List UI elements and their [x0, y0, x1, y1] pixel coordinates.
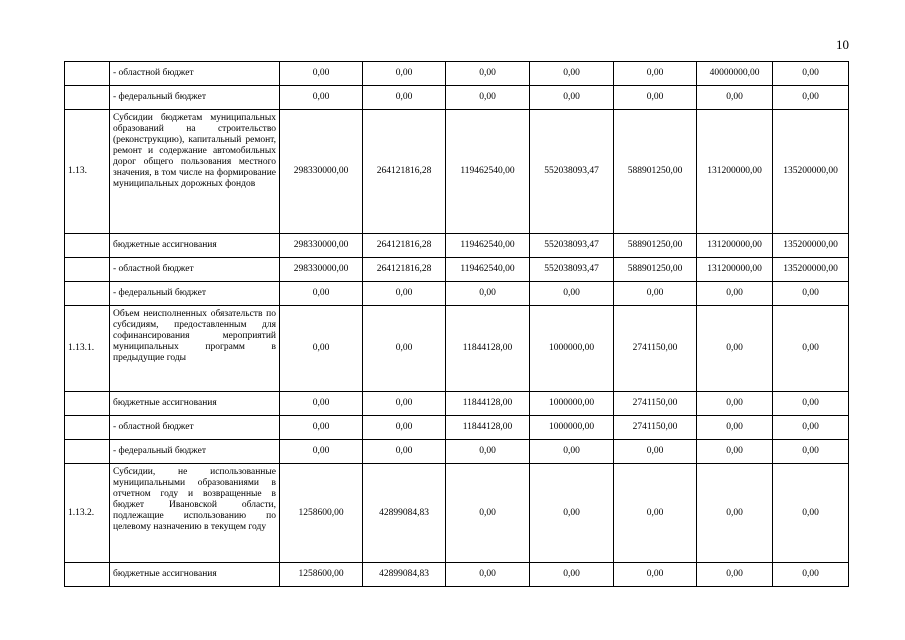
- value-cell: 0,00: [614, 464, 697, 563]
- row-number: [65, 234, 110, 258]
- table-row: [65, 258, 849, 282]
- row-number: [65, 563, 110, 587]
- value-cell: 264121816,28: [363, 258, 446, 282]
- value-cell: 0,00: [280, 282, 363, 306]
- value-cell: 119462540,00: [446, 258, 530, 282]
- value-cell: 131200000,00: [697, 258, 773, 282]
- value-cell: 11844128,00: [446, 416, 530, 440]
- value-cell: 0,00: [363, 86, 446, 110]
- value-cell: 0,00: [280, 306, 363, 392]
- page-number: 10: [836, 37, 849, 52]
- row-number: [65, 258, 110, 282]
- row-description: - федеральный бюджет: [110, 282, 280, 306]
- value-cell: 0,00: [697, 282, 773, 306]
- row-number: [65, 282, 110, 306]
- table-row: [65, 306, 849, 392]
- value-cell: 135200000,00: [773, 110, 849, 234]
- value-cell: 0,00: [446, 440, 530, 464]
- value-cell: 0,00: [530, 86, 614, 110]
- value-cell: 2741150,00: [614, 392, 697, 416]
- value-cell: 0,00: [530, 440, 614, 464]
- row-description: Субсидии, не использованные муниципальными образованиями в отчетном году и возвращенные в бюджет Ивановской области, подлежащие использованию по целевому назначению в текущем году: [110, 464, 280, 563]
- row-description: - федеральный бюджет: [110, 440, 280, 464]
- value-cell: 0,00: [446, 62, 530, 86]
- value-cell: 11844128,00: [446, 306, 530, 392]
- value-cell: 42899084,83: [363, 563, 446, 587]
- value-cell: 0,00: [530, 464, 614, 563]
- value-cell: 588901250,00: [614, 110, 697, 234]
- value-cell: 264121816,28: [363, 110, 446, 234]
- value-cell: 0,00: [530, 62, 614, 86]
- value-cell: 0,00: [697, 86, 773, 110]
- value-cell: 0,00: [697, 563, 773, 587]
- table-row: [65, 440, 849, 464]
- value-cell: 0,00: [773, 392, 849, 416]
- value-cell: 131200000,00: [697, 110, 773, 234]
- value-cell: 0,00: [773, 416, 849, 440]
- value-cell: 0,00: [614, 86, 697, 110]
- value-cell: 0,00: [697, 392, 773, 416]
- row-description: - областной бюджет: [110, 416, 280, 440]
- row-number: 1.13.1.: [65, 306, 110, 392]
- row-description: Субсидии бюджетам муниципальных образований на строительство (реконструкцию), капитальный ремонт, ремонт и содержание автомобильных дорог общего пользования местного значения, в том числе на формирование муниципальных дорожных фондов: [110, 110, 280, 234]
- value-cell: 298330000,00: [280, 110, 363, 234]
- row-number: [65, 440, 110, 464]
- row-description: бюджетные ассигнования: [110, 563, 280, 587]
- row-number: [65, 416, 110, 440]
- value-cell: 0,00: [530, 282, 614, 306]
- table-row: [65, 86, 849, 110]
- value-cell: 0,00: [614, 440, 697, 464]
- value-cell: 552038093,47: [530, 234, 614, 258]
- value-cell: 1000000,00: [530, 416, 614, 440]
- value-cell: 0,00: [697, 464, 773, 563]
- value-cell: 0,00: [697, 440, 773, 464]
- row-description: - федеральный бюджет: [110, 86, 280, 110]
- value-cell: 0,00: [280, 86, 363, 110]
- value-cell: 1258600,00: [280, 563, 363, 587]
- table-row: [65, 110, 849, 234]
- value-cell: 1000000,00: [530, 306, 614, 392]
- value-cell: 135200000,00: [773, 258, 849, 282]
- row-description: - областной бюджет: [110, 258, 280, 282]
- value-cell: 298330000,00: [280, 258, 363, 282]
- value-cell: 264121816,28: [363, 234, 446, 258]
- row-number: [65, 62, 110, 86]
- value-cell: 119462540,00: [446, 234, 530, 258]
- value-cell: 0,00: [773, 282, 849, 306]
- row-description: бюджетные ассигнования: [110, 234, 280, 258]
- table-row: [65, 234, 849, 258]
- value-cell: 0,00: [773, 86, 849, 110]
- value-cell: 0,00: [530, 563, 614, 587]
- value-cell: 0,00: [773, 62, 849, 86]
- value-cell: 0,00: [280, 416, 363, 440]
- value-cell: 1258600,00: [280, 464, 363, 563]
- value-cell: 0,00: [363, 392, 446, 416]
- value-cell: 0,00: [363, 62, 446, 86]
- value-cell: 2741150,00: [614, 416, 697, 440]
- value-cell: 0,00: [446, 563, 530, 587]
- budget-table: [64, 61, 849, 587]
- value-cell: 0,00: [614, 62, 697, 86]
- table-row: [65, 62, 849, 86]
- value-cell: 298330000,00: [280, 234, 363, 258]
- row-description: Объем неисполненных обязательств по субсидиям, предоставленным для софинансирования мероприятий муниципальных программ в предыдущие годы: [110, 306, 280, 392]
- value-cell: 0,00: [280, 62, 363, 86]
- table-row: [65, 392, 849, 416]
- value-cell: 0,00: [697, 306, 773, 392]
- row-number: 1.13.2.: [65, 464, 110, 563]
- value-cell: 0,00: [280, 440, 363, 464]
- value-cell: 1000000,00: [530, 392, 614, 416]
- value-cell: 119462540,00: [446, 110, 530, 234]
- value-cell: 0,00: [363, 416, 446, 440]
- row-number: [65, 392, 110, 416]
- value-cell: 0,00: [280, 392, 363, 416]
- value-cell: 42899084,83: [363, 464, 446, 563]
- value-cell: 0,00: [363, 306, 446, 392]
- row-number: [65, 86, 110, 110]
- value-cell: 588901250,00: [614, 258, 697, 282]
- value-cell: 0,00: [773, 464, 849, 563]
- table-row: [65, 563, 849, 587]
- value-cell: 0,00: [697, 416, 773, 440]
- row-description: бюджетные ассигнования: [110, 392, 280, 416]
- value-cell: 0,00: [363, 282, 446, 306]
- value-cell: 552038093,47: [530, 110, 614, 234]
- row-description: - областной бюджет: [110, 62, 280, 86]
- value-cell: 40000000,00: [697, 62, 773, 86]
- table-row: [65, 282, 849, 306]
- value-cell: 0,00: [773, 306, 849, 392]
- value-cell: 588901250,00: [614, 234, 697, 258]
- value-cell: 0,00: [446, 464, 530, 563]
- value-cell: 0,00: [446, 282, 530, 306]
- row-number: 1.13.: [65, 110, 110, 234]
- value-cell: 11844128,00: [446, 392, 530, 416]
- table-row: [65, 464, 849, 563]
- value-cell: 552038093,47: [530, 258, 614, 282]
- value-cell: 0,00: [773, 440, 849, 464]
- value-cell: 131200000,00: [697, 234, 773, 258]
- value-cell: 2741150,00: [614, 306, 697, 392]
- value-cell: 0,00: [773, 563, 849, 587]
- table-row: [65, 416, 849, 440]
- value-cell: 0,00: [614, 282, 697, 306]
- value-cell: 0,00: [614, 563, 697, 587]
- value-cell: 0,00: [446, 86, 530, 110]
- value-cell: 135200000,00: [773, 234, 849, 258]
- value-cell: 0,00: [363, 440, 446, 464]
